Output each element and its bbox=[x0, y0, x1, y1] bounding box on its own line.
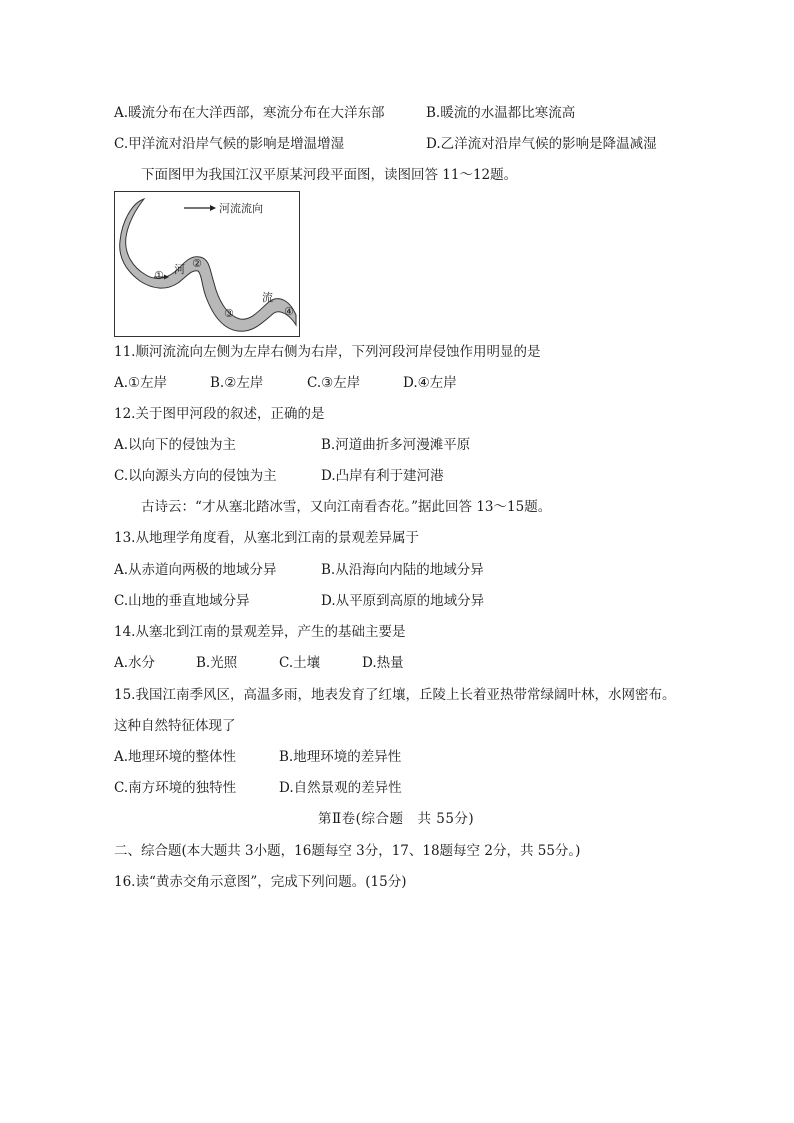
q15-option-b: B.地理环境的差异性 bbox=[279, 749, 402, 765]
intro-11-12: 下面图甲为我国江汉平原某河段平面图，读图回答 11～12题。 bbox=[141, 167, 518, 183]
q14-option-b: B.光照 bbox=[196, 655, 238, 671]
q10-option-c: C.甲洋流对沿岸气候的影响是增温增湿 bbox=[114, 136, 345, 152]
intro-13-15: 古诗云：“才从塞北踏冰雪，又向江南看杏花。”据此回答 13～15题。 bbox=[141, 499, 552, 515]
marker-1: ① bbox=[154, 269, 164, 282]
marker-2: ② bbox=[192, 257, 202, 270]
q15-option-a: A.地理环境的整体性 bbox=[114, 749, 237, 765]
q11-stem: 11.顺河流流向左侧为左岸右侧为右岸，下列河段河岸侵蚀作用明显的是 bbox=[114, 344, 541, 360]
q15-option-d: D.自然景观的差异性 bbox=[279, 780, 402, 796]
section-2-title: 第Ⅱ卷(综合题 共 55分) bbox=[318, 811, 475, 827]
river-char-he: 河 bbox=[174, 263, 185, 276]
q14-option-a: A.水分 bbox=[114, 655, 156, 671]
marker-4: ④ bbox=[284, 305, 294, 318]
q16-stem: 16.读“黄赤交角示意图”，完成下列问题。(15分) bbox=[114, 874, 407, 890]
q13-option-a: A.从赤道向两极的地域分异 bbox=[114, 562, 277, 578]
q11-option-b: B.②左岸 bbox=[210, 375, 264, 391]
q15-stem-line2: 这种自然特征体现了 bbox=[114, 718, 236, 734]
q15-option-c: C.南方环境的独特性 bbox=[114, 780, 237, 796]
q14-stem: 14.从塞北到江南的景观差异，产生的基础主要是 bbox=[114, 624, 406, 640]
q14-option-c: C.土壤 bbox=[279, 655, 321, 671]
q12-option-b: B.河道曲折多河漫滩平原 bbox=[321, 437, 471, 453]
q13-stem: 13.从地理学角度看，从塞北到江南的景观差异属于 bbox=[114, 530, 419, 546]
q11-option-d: D.④左岸 bbox=[403, 375, 457, 391]
q12-option-d: D.凸岸有利于建河港 bbox=[321, 468, 444, 484]
legend-label: 河流流向 bbox=[219, 202, 263, 215]
q12-option-a: A.以向下的侵蚀为主 bbox=[114, 437, 237, 453]
q13-option-b: B.从沿海向内陆的地域分异 bbox=[321, 562, 484, 578]
q11-option-a: A.①左岸 bbox=[114, 375, 168, 391]
q15-stem-line1: 15.我国江南季风区，高温多雨，地表发育了红壤，丘陵上长着亚热带常绿阔叶林，水网密布。 bbox=[114, 687, 676, 703]
marker-3: ③ bbox=[224, 307, 234, 320]
q10-option-b: B.暖流的水温都比寒流高 bbox=[426, 105, 576, 121]
river-plan-figure bbox=[114, 191, 300, 337]
q12-option-c: C.以向源头方向的侵蚀为主 bbox=[114, 468, 277, 484]
q13-option-d: D.从平原到高原的地域分异 bbox=[321, 593, 485, 609]
q13-option-c: C.山地的垂直地域分异 bbox=[114, 593, 250, 609]
q12-stem: 12.关于图甲河段的叙述，正确的是 bbox=[114, 406, 325, 422]
q10-option-d: D.乙洋流对沿岸气候的影响是降温减湿 bbox=[426, 136, 657, 152]
part-2-heading: 二、综合题(本大题共 3小题，16题每空 3分，17、18题每空 2分，共 55分。) bbox=[114, 843, 581, 859]
q11-option-c: C.③左岸 bbox=[307, 375, 361, 391]
river-char-liu: 流 bbox=[262, 291, 273, 304]
q14-option-d: D.热量 bbox=[362, 655, 404, 671]
q10-option-a: A.暖流分布在大洋西部，寒流分布在大洋东部 bbox=[114, 105, 385, 121]
